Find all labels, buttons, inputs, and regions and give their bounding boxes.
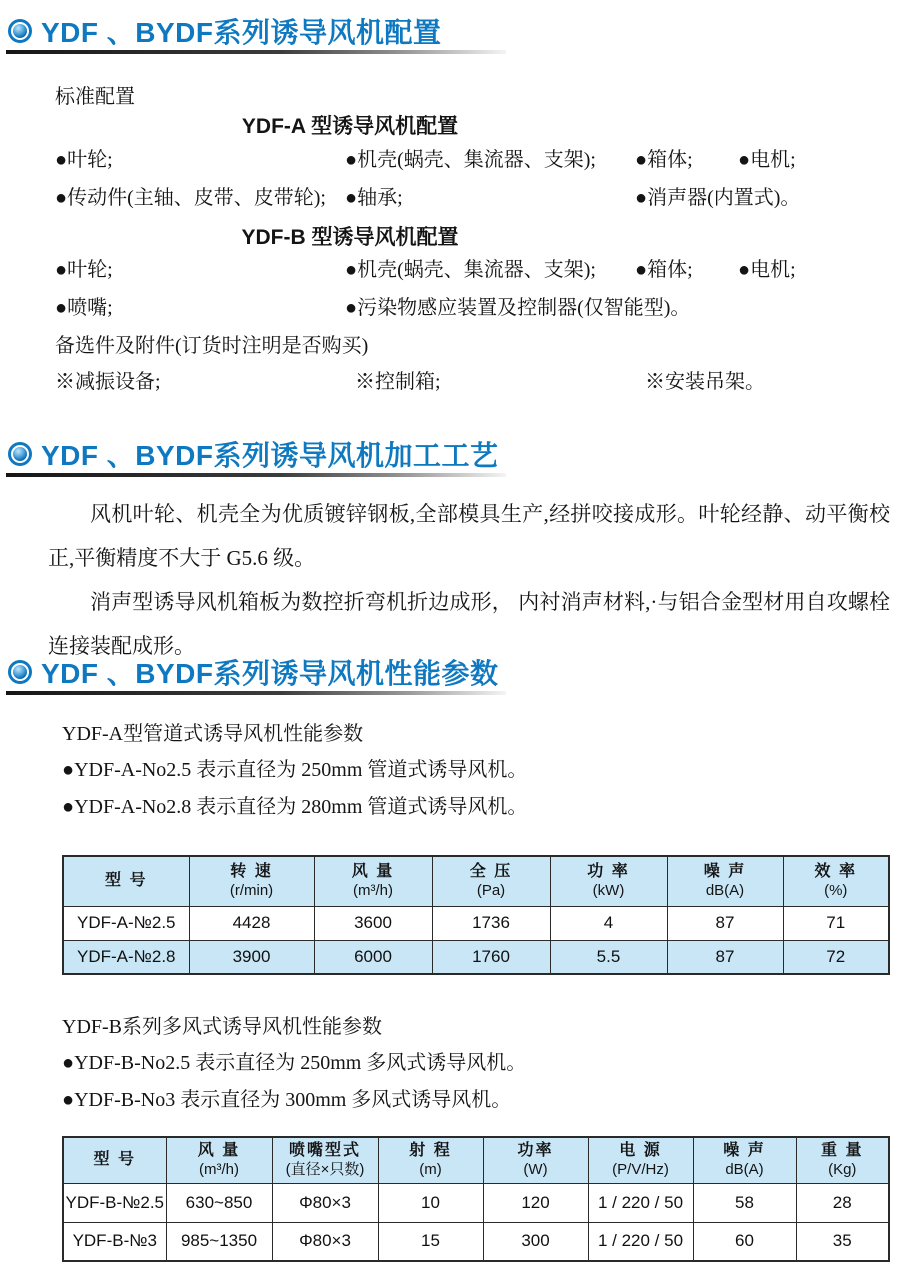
group-b-title: YDF-B 型诱导风机配置 [241, 226, 459, 249]
series-a-bullet: ●YDF-A-No2.8 表示直径为 280mm 管道式诱导风机。 [62, 796, 528, 818]
value-cell: 28 [796, 1183, 889, 1222]
series-b-subtitle: YDF-B系列多风式诱导风机性能参数 [62, 1016, 383, 1038]
section-bullet-icon [8, 19, 32, 43]
value-cell: 6000 [314, 940, 432, 974]
section-config-title: YDF 、BYDF系列诱导风机配置 [41, 17, 442, 48]
bullet-item: ●箱体; [635, 259, 693, 281]
series-b-bullet: ●YDF-B-No3 表示直径为 300mm 多风式诱导风机。 [62, 1089, 512, 1111]
value-cell: 15 [378, 1222, 483, 1261]
model-cell: YDF-A-№2.8 [63, 940, 189, 974]
value-cell: 58 [693, 1183, 796, 1222]
value-cell: 4428 [189, 906, 314, 940]
section-process-title: YDF 、BYDF系列诱导风机加工工艺 [41, 440, 499, 471]
bullet-item: ●电机; [738, 149, 796, 171]
value-cell: 3900 [189, 940, 314, 974]
bullet-item: ●传动件(主轴、皮带、皮带轮); [55, 187, 326, 209]
value-cell: 630~850 [166, 1183, 272, 1222]
section-performance-heading [8, 655, 499, 689]
heading-underline [6, 691, 506, 695]
bullet-item: ●喷嘴; [55, 297, 113, 319]
bullet-item: ●叶轮; [55, 149, 113, 171]
value-cell: 3600 [314, 906, 432, 940]
bullet-item: ●箱体; [635, 149, 693, 171]
series-b-bullet: ●YDF-B-No2.5 表示直径为 250mm 多风式诱导风机。 [62, 1052, 527, 1074]
value-cell: 5.5 [550, 940, 667, 974]
value-cell: Φ80×3 [272, 1183, 378, 1222]
optional-item: ※减振设备; [55, 371, 161, 393]
value-cell: 1736 [432, 906, 550, 940]
column-header: 功 率 (kW) [550, 856, 667, 906]
value-cell: 87 [667, 906, 783, 940]
table-header-row [63, 856, 889, 906]
heading-underline [6, 473, 506, 477]
bullet-item: ●机壳(蜗壳、集流器、支架); [345, 149, 596, 171]
section-process-heading [8, 437, 499, 471]
standard-config-label: 标准配置 [55, 86, 135, 108]
column-header: 效 率 (%) [783, 856, 889, 906]
value-cell: 1 / 220 / 50 [588, 1183, 693, 1222]
bullet-item: ●机壳(蜗壳、集流器、支架); [345, 259, 596, 281]
bullet-item: ●叶轮; [55, 259, 113, 281]
value-cell: 1 / 220 / 50 [588, 1222, 693, 1261]
value-cell: 72 [783, 940, 889, 974]
model-cell: YDF-B-№3 [63, 1222, 166, 1261]
bullet-item: ●电机; [738, 259, 796, 281]
value-cell: 4 [550, 906, 667, 940]
column-header: 转 速 (r/min) [189, 856, 314, 906]
optional-item: ※安装吊架。 [645, 371, 765, 393]
column-header: 射 程 (m) [378, 1137, 483, 1183]
section-performance-title: YDF 、BYDF系列诱导风机性能参数 [41, 658, 499, 689]
bullet-item: ●消声器(内置式)。 [635, 187, 801, 209]
column-header: 重 量 (Kg) [796, 1137, 889, 1183]
value-cell: 71 [783, 906, 889, 940]
section-bullet-icon [8, 660, 32, 684]
column-header: 型 号 [63, 856, 189, 906]
column-header: 风 量 (m³/h) [166, 1137, 272, 1183]
value-cell: 60 [693, 1222, 796, 1261]
heading-underline [6, 50, 506, 54]
performance-table-ydf-b [62, 1136, 890, 1262]
table-row [63, 1183, 889, 1222]
table-header-row [63, 1137, 889, 1183]
bullet-item: ●轴承; [345, 187, 403, 209]
section-config-heading [8, 14, 442, 48]
optional-item: ※控制箱; [355, 371, 441, 393]
process-paragraphs [48, 492, 890, 668]
process-paragraph-1: 风机叶轮、机壳全为优质镀锌钢板,全部模具生产,经拼咬接成形。叶轮经静、动平衡校正,平衡精度不大于 G5.6 级。 [48, 502, 890, 570]
model-cell: YDF-B-№2.5 [63, 1183, 166, 1222]
group-a-title: YDF-A 型诱导风机配置 [241, 115, 459, 138]
column-header: 噪 声 dB(A) [667, 856, 783, 906]
process-paragraph-2: 消声型诱导风机箱板为数控折弯机折边成形， 内衬消声材料,·与铝合金型材用自攻螺栓连接装配成形。 [48, 590, 890, 658]
value-cell: Φ80×3 [272, 1222, 378, 1261]
table-row [63, 906, 889, 940]
value-cell: 120 [483, 1183, 588, 1222]
series-a-bullet: ●YDF-A-No2.5 表示直径为 250mm 管道式诱导风机。 [62, 759, 528, 781]
section-bullet-icon [8, 442, 32, 466]
column-header: 电 源 (P/V/Hz) [588, 1137, 693, 1183]
bullet-item: ●污染物感应装置及控制器(仅智能型)。 [345, 297, 691, 319]
column-header: 全 压 (Pa) [432, 856, 550, 906]
performance-table-ydf-a [62, 855, 890, 975]
value-cell: 985~1350 [166, 1222, 272, 1261]
series-a-subtitle: YDF-A型管道式诱导风机性能参数 [62, 723, 364, 745]
column-header: 型 号 [63, 1137, 166, 1183]
value-cell: 35 [796, 1222, 889, 1261]
optional-parts-label: 备选件及附件(订货时注明是否购买) [55, 335, 369, 357]
column-header: 噪 声 dB(A) [693, 1137, 796, 1183]
column-header: 功率 (W) [483, 1137, 588, 1183]
value-cell: 87 [667, 940, 783, 974]
value-cell: 300 [483, 1222, 588, 1261]
table-row [63, 1222, 889, 1261]
model-cell: YDF-A-№2.5 [63, 906, 189, 940]
column-header: 喷嘴型式 (直径×只数) [272, 1137, 378, 1183]
table-row [63, 940, 889, 974]
column-header: 风 量 (m³/h) [314, 856, 432, 906]
value-cell: 10 [378, 1183, 483, 1222]
value-cell: 1760 [432, 940, 550, 974]
